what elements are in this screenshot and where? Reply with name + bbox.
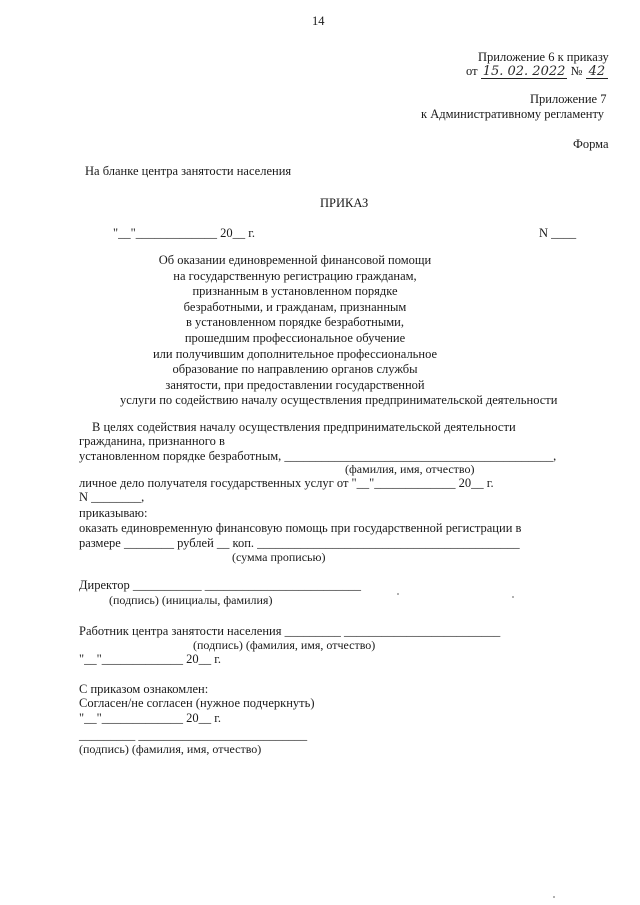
subject-line: занятости, при предоставлении государственной xyxy=(165,377,425,392)
subject-line: признанным в установленном порядке xyxy=(192,284,398,299)
order-subject xyxy=(60,253,558,409)
subject-line: прошедшим профессиональное обучение xyxy=(184,330,406,345)
handwritten-date: 15. 02. 2022 xyxy=(482,64,566,79)
subject-line: безработными, и гражданам, признанным xyxy=(183,299,407,314)
scan-speck xyxy=(397,593,399,595)
appendix7-line2: к Административному регламенту xyxy=(421,107,605,121)
order-number-line: N ____ xyxy=(539,226,577,240)
body-p3-line2: размере ________ рублей __ коп. __________________________________________ xyxy=(79,536,520,550)
subject-line: услуги по содействию началу осуществления предпринимательской деятельности xyxy=(120,393,558,408)
appendix6-from-label: от xyxy=(466,64,478,78)
appendix6-line2 xyxy=(466,64,608,79)
appendix6-number-label: № xyxy=(570,64,583,78)
body-p1-line3: установленном порядке безработным, ___________________________________________, xyxy=(79,449,557,463)
form-label: Форма xyxy=(573,137,609,151)
order-word: приказываю: xyxy=(79,506,148,520)
body-p1-line1: В целях содействия началу осуществления предпринимательской деятельности xyxy=(92,420,516,434)
document-title: ПРИКАЗ xyxy=(320,196,369,210)
subject-line: образование по направлению органов службы xyxy=(172,362,418,377)
acquainted-heading: С приказом ознакомлен: xyxy=(79,682,209,696)
body-p1-line2: гражданина, признанного в xyxy=(79,434,225,448)
worker-caption: (подпись) (фамилия, имя, отчество) xyxy=(193,638,376,652)
appendix6-line1: Приложение 6 к приказу xyxy=(478,50,609,64)
subject-line: в установленном порядке безработными, xyxy=(186,315,404,330)
director-signature-line: Директор ___________ _________________________ xyxy=(79,578,361,592)
handwritten-number: 42 xyxy=(586,65,609,79)
scan-speck xyxy=(512,596,514,598)
agree-disagree-line: Согласен/не согласен (нужное подчеркнуть) xyxy=(79,696,315,710)
worker-signature-line: Работник центра занятости населения _________ _________________________ xyxy=(79,624,501,638)
subject-line: Об оказании единовременной финансовой помощи xyxy=(158,253,432,267)
body-p2-line1: личное дело получателя государственных услуг от "__"_____________ 20__ г. xyxy=(79,476,494,490)
subject-line: или получившим дополнительное профессиональное xyxy=(152,346,438,361)
worker-date-line: "__"_____________ 20__ г. xyxy=(79,652,222,666)
acquainted-caption: (подпись) (фамилия, имя, отчество) xyxy=(79,742,262,756)
appendix7-line1: Приложение 7 xyxy=(530,92,607,106)
body-p2-line2: N ________, xyxy=(79,490,145,504)
acquainted-signature-line: _________ ___________________________ xyxy=(79,728,308,742)
order-date-line: "__"_____________ 20__ г. xyxy=(113,226,256,240)
sum-caption: (сумма прописью) xyxy=(232,550,326,564)
scan-speck xyxy=(553,896,555,898)
acquainted-date-line: "__"_____________ 20__ г. xyxy=(79,711,222,725)
director-caption: (подпись) (инициалы, фамилия) xyxy=(109,593,273,607)
body-p3-line1: оказать единовременную финансовую помощь при государственной регистрации в xyxy=(79,521,522,535)
fio-caption: (фамилия, имя, отчество) xyxy=(345,462,475,476)
page-number: 14 xyxy=(312,14,325,28)
subject-line: на государственную регистрацию гражданам, xyxy=(173,268,417,283)
letterhead-note: На бланке центра занятости населения xyxy=(85,164,292,178)
